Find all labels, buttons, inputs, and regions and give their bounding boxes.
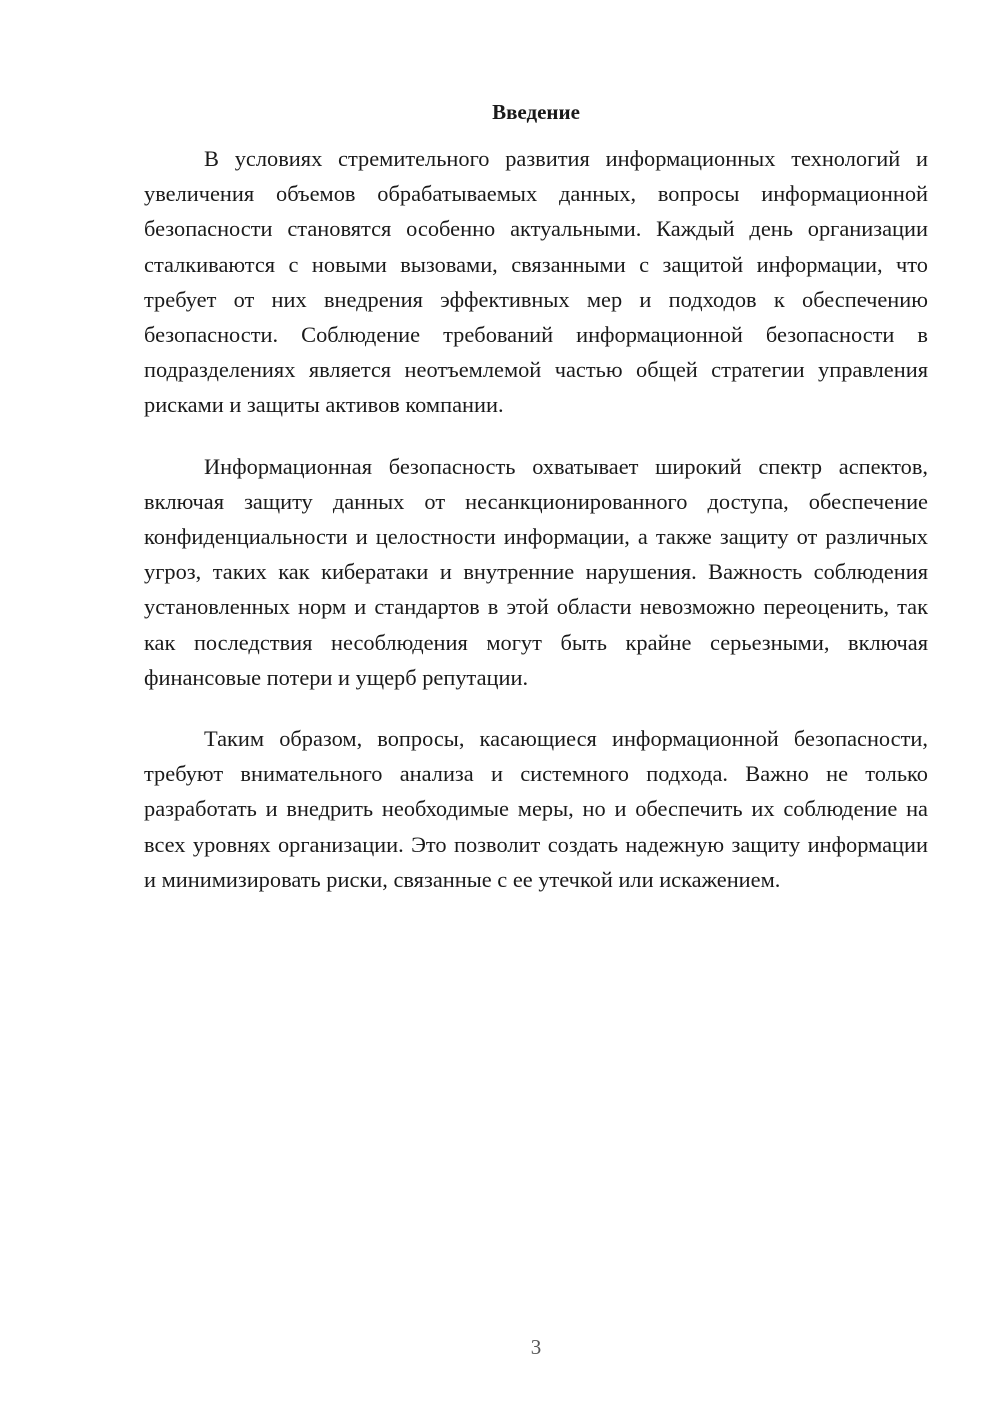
- paragraph-3: Таким образом, вопросы, касающиеся информационной безопасности, требуют внимательного анализа и системного подхода. Важно не только разработать и внедрить необходимые меры, но и обеспечить их соблюдение на всех уровнях организации. Это позволит создать надежную защиту информации и минимизировать риски, связанные с ее утечкой или искажением.: [144, 726, 928, 892]
- page-number: 3: [530, 1335, 542, 1359]
- paragraph-2: Информационная безопасность охватывает широкий спектр аспектов, включая защиту данных от несанкционированного доступа, обеспечение конфиденциальности и целостности информации, а также защиту от различных угроз, таких как кибератаки и внутренние нарушения. Важность соблюдения установленных норм и стандартов в этой области невозможно переоценить, так как последствия несоблюдения могут быть крайне серьезными, включая финансовые потери и ущерб репутации.: [144, 453, 928, 690]
- paragraph-1: В условиях стремительного развития информационных технологий и увеличения объемов обрабатываемых данных, вопросы информационной безопасности становятся особенно актуальными. Каждый день организации сталкиваются с новыми вызовами, связанными с защитой информации, что требует от них внедрения эффективных мер и подходов к обеспечению безопасности. Соблюдение требований информационной безопасности в подразделениях является неотъемлемой частью общей стратегии управления рисками и защиты активов компании.: [144, 146, 928, 418]
- body-text: [144, 141, 928, 923]
- page-title: Введение: [492, 100, 580, 124]
